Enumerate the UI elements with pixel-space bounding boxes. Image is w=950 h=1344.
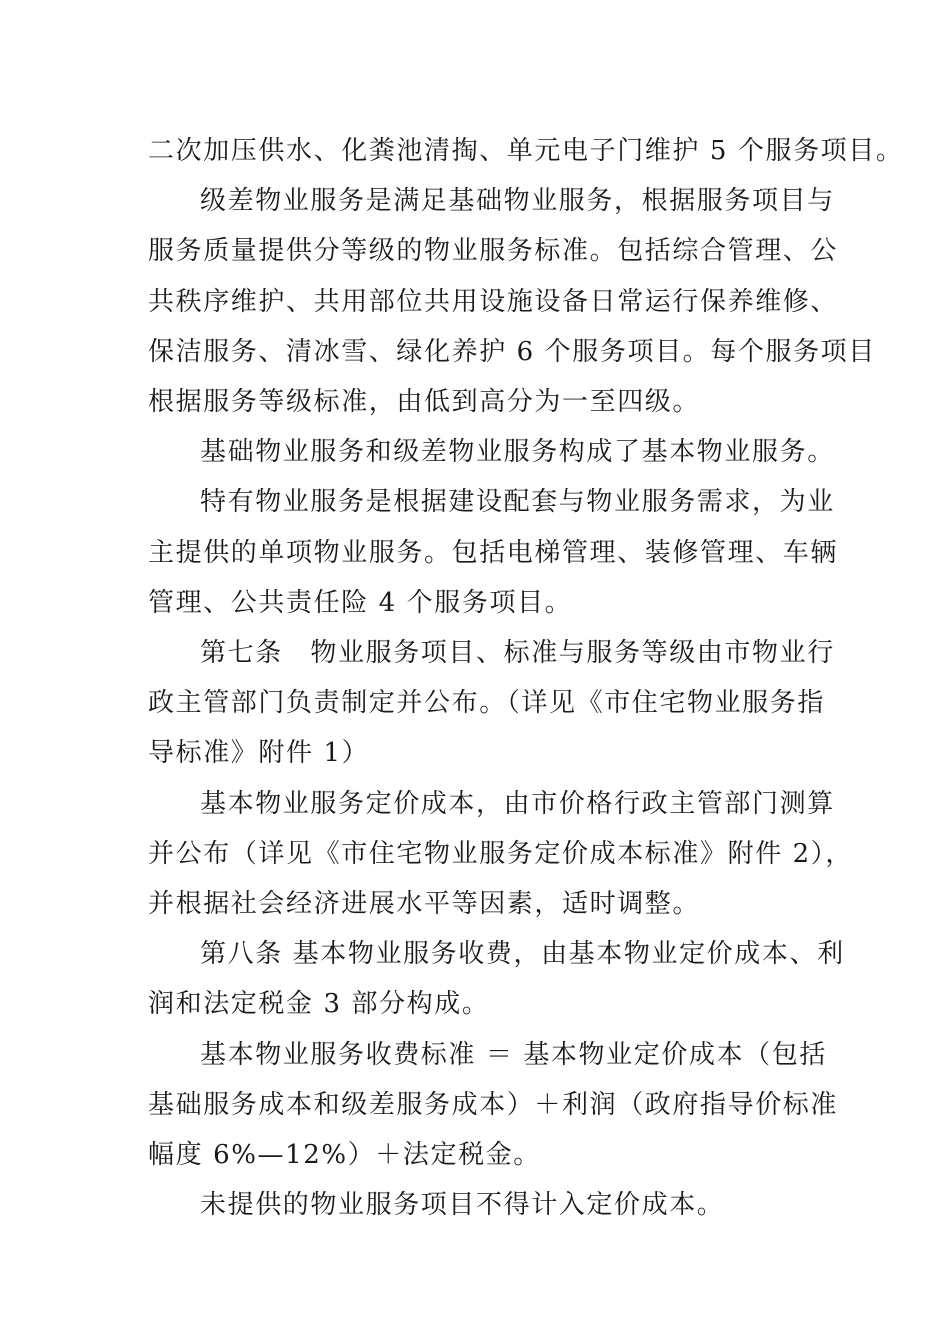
text-line: 润和法定税金 3 部分构成。 (148, 989, 490, 1020)
text-line: 未提供的物业服务项目不得计入定价成本。 (200, 1190, 725, 1221)
text-line: 导标准》附件 1） (148, 738, 370, 769)
text-line: 并根据社会经济进展水平等因素，适时调整。 (148, 889, 701, 920)
text-line: 第七条 物业服务项目、标准与服务等级由市物业行 (200, 638, 835, 669)
text-line: 基础物业服务和级差物业服务构成了基本物业服务。 (200, 437, 835, 468)
text-line: 主提供的单项物业服务。包括电梯管理、装修管理、车辆 (148, 537, 839, 568)
text-line: 基本物业服务定价成本，由市价格行政主管部门测算 (200, 788, 835, 819)
text-line: 政主管部门负责制定并公布。（详见《市住宅物业服务指 (148, 688, 826, 719)
text-line: 根据服务等级标准，由低到高分为一至四级。 (148, 387, 701, 418)
text-line: 共秩序维护、共用部位共用设施设备日常运行保养维修、 (148, 286, 839, 317)
text-line: 基本物业服务收费标准 ＝ 基本物业定价成本（包括 (200, 1039, 827, 1070)
paragraph-basic-service (148, 427, 835, 477)
text-line: 并公布（详见《市住宅物业服务定价成本标准》附件 2）， (148, 838, 854, 869)
document-body (148, 126, 904, 1230)
paragraph-service-items (148, 126, 904, 176)
paragraph-tiered-service (148, 176, 876, 427)
paragraph-fee-formula (148, 1030, 839, 1181)
paragraph-pricing-cost (148, 779, 854, 930)
text-line: 服务质量提供分等级的物业服务标准。包括综合管理、公 (148, 236, 839, 267)
text-line: 二次加压供水、化粪池清掏、单元电子门维护 5 个服务项目。 (148, 136, 904, 166)
paragraph-excluded-items (148, 1180, 808, 1230)
text-line: 级差物业服务是满足基础物业服务，根据服务项目与 (200, 186, 835, 217)
text-line: 第八条 基本物业服务收费，由基本物业定价成本、利 (200, 939, 845, 970)
paragraph-article-8 (148, 929, 845, 1029)
paragraph-special-service (148, 477, 839, 628)
paragraph-article-7 (148, 628, 835, 779)
text-line: 特有物业服务是根据建设配套与物业服务需求，为业 (200, 487, 835, 518)
text-line: 基础服务成本和级差服务成本）＋利润（政府指导价标准 (148, 1089, 839, 1120)
text-line: 幅度 6%—12%）＋法定税金。 (148, 1140, 541, 1171)
text-line: 保洁服务、清冰雪、绿化养护 6 个服务项目。每个服务项目 (148, 336, 876, 367)
text-line: 管理、公共责任险 4 个服务项目。 (148, 587, 573, 618)
